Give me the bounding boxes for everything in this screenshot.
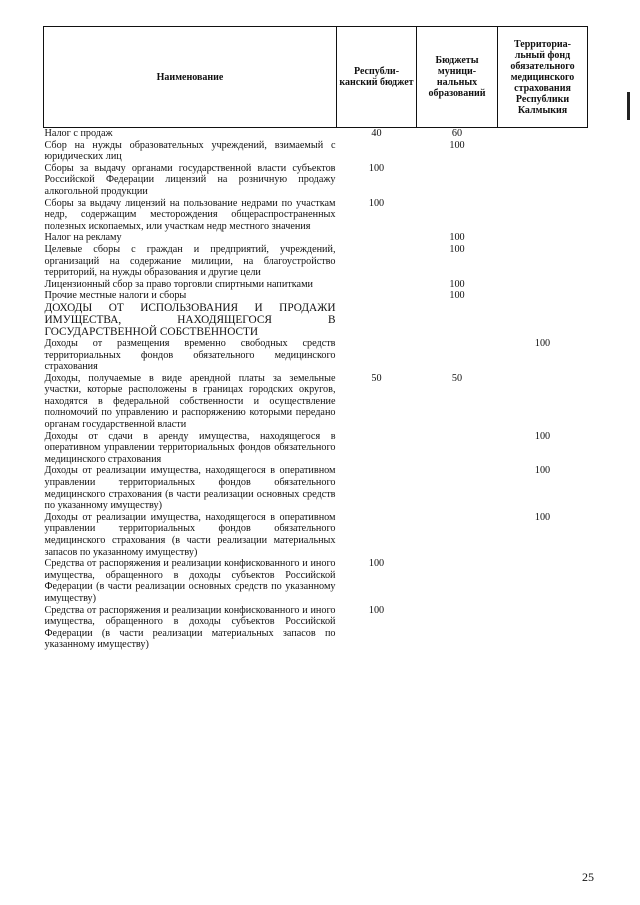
row-name: Доходы от сдачи в аренду имущества, находящегося в оперативном управлении территориальных фондов обязательного медицинского страхования <box>44 430 336 465</box>
header-municipal-budgets: Бюджеты муници-нальных образований <box>417 27 498 128</box>
table-row <box>44 431 588 466</box>
header-name: Наименование <box>44 27 337 128</box>
row-republic-value: 40 <box>371 128 382 139</box>
row-name: Сбор на нужды образовательных учреждений, взимаемый с юридических лиц <box>44 139 336 163</box>
row-fund-value <box>498 198 588 233</box>
row-republic-value: 50 <box>371 372 382 384</box>
row-municipal-value <box>417 302 498 338</box>
budget-distribution-table <box>43 26 588 651</box>
row-republic-value <box>337 232 417 244</box>
row-fund-value: 100 <box>534 430 551 442</box>
table-header-row <box>44 27 588 128</box>
row-name: Доходы, получаемые в виде арендной платы за земельные участки, которые расположены в границах городских округов, находятся в федеральной собственности и осуществление полномочий по управлению и распоряжению которыми передано органам государственной власти <box>44 372 336 431</box>
row-municipal-value: 100 <box>449 290 465 302</box>
row-fund-value <box>498 290 588 302</box>
row-fund-value: 100 <box>534 511 551 523</box>
row-fund-value <box>498 163 588 198</box>
page-number: 25 <box>582 870 594 884</box>
row-fund-value <box>498 302 588 338</box>
row-municipal-value <box>417 605 498 651</box>
table-row <box>44 232 588 244</box>
row-republic-value <box>337 302 417 338</box>
header-territorial-fund: Территориа-льный фонд обязательного медицинского страхования Республики Калмыкия <box>498 27 588 128</box>
row-fund-value <box>498 232 588 244</box>
row-name: Сборы за выдачу органами государственной власти субъектов Российской Федерации лицензий на розничную продажу алкогольной продукции <box>44 162 336 197</box>
table-row <box>44 338 588 373</box>
row-municipal-value <box>417 198 498 233</box>
row-municipal-value <box>417 338 498 373</box>
scan-edge-mark <box>627 92 630 120</box>
table-row <box>44 128 588 140</box>
row-name: Сборы за выдачу лицензий на пользование недрами по участкам недр, содержащим месторождения общераспространенных полезных ископаемых, или участкам недр местного значения <box>44 197 336 232</box>
row-name: Средства от распоряжения и реализации конфискованного и иного имущества, обращенного в доходы субъектов Российской Федерации (в части реализации материальных запасов по указанному имуществу) <box>44 604 336 651</box>
row-republic-value: 100 <box>368 162 385 174</box>
table-row <box>44 558 588 604</box>
row-municipal-value: 100 <box>449 139 465 151</box>
table-row <box>44 163 588 198</box>
row-fund-value <box>498 279 588 291</box>
row-republic-value: 100 <box>368 197 385 209</box>
row-name: Целевые сборы с граждан и предприятий, учреждений, организаций на содержание милиции, на благоустройство территорий, на нужды образования и другие цели <box>44 243 336 279</box>
table-body <box>44 128 588 651</box>
row-fund-value: 100 <box>534 337 551 349</box>
table-row <box>44 244 588 279</box>
table-row <box>44 140 588 163</box>
row-republic-value <box>337 279 417 291</box>
row-name: Средства от распоряжения и реализации конфискованного и иного имущества, обращенного в доходы субъектов Российской Федерации (в части реализации основных средств по указанному имуществу) <box>44 558 336 604</box>
table-row <box>44 198 588 233</box>
row-republic-value <box>337 431 417 466</box>
row-municipal-value <box>417 465 498 511</box>
row-fund-value <box>498 373 588 431</box>
table-row <box>44 373 588 431</box>
row-republic-value <box>337 512 417 558</box>
row-republic-value <box>337 290 417 302</box>
row-fund-value <box>498 558 588 604</box>
row-name: Прочие местные налоги и сборы <box>44 290 187 302</box>
row-name: Налог на рекламу <box>44 232 122 244</box>
row-republic-value <box>337 465 417 511</box>
row-municipal-value <box>417 512 498 558</box>
row-fund-value <box>498 128 588 140</box>
row-municipal-value <box>417 163 498 198</box>
row-republic-value: 100 <box>368 604 385 616</box>
row-municipal-value <box>417 431 498 466</box>
row-republic-value <box>337 338 417 373</box>
row-fund-value <box>498 140 588 163</box>
table-row <box>44 279 588 291</box>
table-row <box>44 290 588 302</box>
row-fund-value <box>498 244 588 279</box>
row-name: Налог с продаж <box>44 128 113 139</box>
row-fund-value: 100 <box>534 465 551 477</box>
row-republic-value <box>337 140 417 163</box>
row-municipal-value: 100 <box>449 232 465 244</box>
row-name: Доходы от реализации имущества, находящегося в оперативном управлении территориальных фондов обязательного медицинского страхования (в части реализации материальных запасов по указанному имуществу) <box>44 511 336 558</box>
row-municipal-value: 60 <box>451 128 463 139</box>
row-municipal-value <box>417 558 498 604</box>
row-republic-value: 100 <box>368 558 385 570</box>
table-row <box>44 605 588 651</box>
row-name: ДОХОДЫ ОТ ИСПОЛЬЗОВАНИЯ И ПРОДАЖИ ИМУЩЕСТВА, НАХОДЯЩЕГОСЯ В ГОСУДАРСТВЕННОЙ СОБСТВЕННОСТИ <box>44 301 336 338</box>
row-municipal-value: 100 <box>449 278 465 290</box>
table-row <box>44 465 588 511</box>
table-section-row <box>44 302 588 338</box>
row-municipal-value: 50 <box>451 372 463 384</box>
row-name: Доходы от реализации имущества, находящегося в оперативном управлении территориальных фондов обязательного медицинского страхования (в части реализации основных средств по указанному имуществу) <box>44 465 336 512</box>
row-name: Доходы от размещения временно свободных средств территориальных фондов обязательного медицинского страхования <box>44 337 336 373</box>
row-republic-value <box>337 244 417 279</box>
header-republic-budget: Республи-канский бюджет <box>337 27 417 128</box>
row-fund-value <box>498 605 588 651</box>
row-municipal-value: 100 <box>449 243 465 255</box>
table-row <box>44 512 588 558</box>
row-name: Лицензионный сбор за право торговли спиртными напитками <box>44 278 313 290</box>
